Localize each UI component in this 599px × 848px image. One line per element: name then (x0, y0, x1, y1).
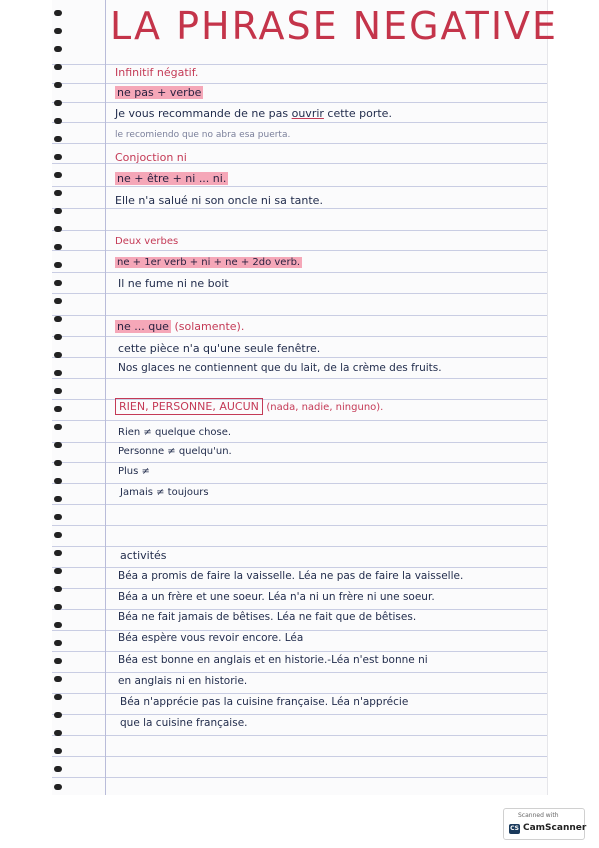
binding-hole (54, 424, 62, 430)
neque-line (115, 320, 244, 333)
binding-hole (54, 388, 62, 394)
infinitif-translation: le recomiendo que no abra esa puerta. (115, 130, 291, 140)
neque-example-1: cette pièce n'a qu'une seule fenêtre. (118, 342, 321, 355)
binding-hole (54, 568, 62, 574)
binding-hole (54, 118, 62, 124)
camscanner-stamp (503, 808, 585, 840)
conjonction-example: Elle n'a salué ni son oncle ni sa tante. (115, 194, 323, 207)
rule-line (52, 693, 547, 694)
conjonction-rule: ne + être + ni ... ni. (117, 172, 227, 185)
activite-line: Béa espère vous revoir encore. Léa (118, 632, 304, 644)
binding-hole (54, 442, 62, 448)
binding-hole (54, 226, 62, 232)
binding-hole (54, 658, 62, 664)
example-text: cette porte. (323, 107, 392, 120)
rule-line (52, 102, 547, 103)
margin-line (105, 0, 106, 795)
binding-hole (54, 460, 62, 466)
binding-hole (54, 640, 62, 646)
rule-line (52, 230, 547, 231)
rule-line (52, 186, 547, 187)
rule-line (52, 651, 547, 652)
rule-line (52, 483, 547, 484)
binding-hole (54, 172, 62, 178)
rien-heading-line (115, 400, 383, 413)
binding-hole (54, 298, 62, 304)
binding-hole (54, 622, 62, 628)
rule-line (52, 588, 547, 589)
rule-line (52, 122, 547, 123)
binding-hole (54, 10, 62, 16)
binding-hole (54, 694, 62, 700)
infinitif-rule-line (115, 86, 203, 99)
rule-line (52, 714, 547, 715)
rule-line (52, 630, 547, 631)
rule-line (52, 315, 547, 316)
rule-line (52, 756, 547, 757)
binding-hole (54, 316, 62, 322)
rule-line (52, 336, 547, 337)
binding-hole (54, 352, 62, 358)
deux-verbes-rule-line (115, 257, 302, 268)
binding-hole (54, 712, 62, 718)
binding-hole (54, 370, 62, 376)
neque-example-2: Nos glaces ne contiennent que du lait, de la crème des fruits. (118, 362, 442, 374)
binding-hole (54, 82, 62, 88)
binding-hole (54, 406, 62, 412)
binding-hole (54, 748, 62, 754)
rule-line (52, 420, 547, 421)
binding-hole (54, 586, 62, 592)
rien-box: RIEN, PERSONNE, AUCUN (115, 398, 263, 415)
rule-line (52, 546, 547, 547)
camscanner-logo-icon: CS (510, 825, 519, 832)
binding-hole (54, 676, 62, 682)
binding-hole (54, 100, 62, 106)
binding-hole (54, 784, 62, 790)
rule-line (52, 250, 547, 251)
binding-hole (54, 28, 62, 34)
scanned-with-label: Scanned with (518, 812, 559, 819)
binding-hole (54, 532, 62, 538)
deux-verbes-example: Il ne fume ni ne boit (118, 277, 229, 290)
binding-hole (54, 496, 62, 502)
rule-line (52, 609, 547, 610)
rule-line (52, 504, 547, 505)
rule-line (52, 83, 547, 84)
rien-line-1: Rien ≠ quelque chose. (118, 427, 232, 438)
rule-line (52, 357, 547, 358)
rule-line (52, 525, 547, 526)
activite-line: en anglais ni en historie. (118, 675, 248, 687)
activite-line: Béa ne fait jamais de bêtises. Léa ne fait que de bêtises. (118, 611, 417, 623)
deux-verbes-rule: ne + 1er verb + ni + ne + 2do verb. (117, 257, 301, 268)
neque-note: (solamente). (174, 320, 245, 333)
rule-line (52, 64, 547, 65)
conjonction-rule-line (115, 172, 228, 185)
deux-verbes-heading: Deux verbes (115, 236, 179, 247)
rule-line (52, 272, 547, 273)
neque-label: ne ... que (117, 320, 169, 333)
binding-hole (54, 136, 62, 142)
rien-line-2: Personne ≠ quelqu'un. (118, 446, 232, 457)
binding-hole (54, 280, 62, 286)
binding-hole (54, 514, 62, 520)
underlined-word: ouvrir (291, 107, 324, 120)
activite-line: Béa a promis de faire la vaisselle. Léa ne pas de faire la vaisselle. (118, 570, 464, 582)
binding-hole (54, 190, 62, 196)
binding-hole (54, 766, 62, 772)
camscanner-brand: CamScanner (523, 823, 587, 833)
rule-line (52, 672, 547, 673)
binding-hole (54, 46, 62, 52)
rule-line (52, 777, 547, 778)
binding-hole (54, 208, 62, 214)
rule-line (52, 143, 547, 144)
activite-line: Béa est bonne en anglais et en historie.-Léa n'est bonne ni (118, 654, 428, 666)
binding-holes (52, 0, 66, 795)
binding-hole (54, 334, 62, 340)
binding-hole (54, 478, 62, 484)
binding-hole (54, 64, 62, 70)
rule-line (52, 442, 547, 443)
activite-line: Béa a un frère et une soeur. Léa n'a ni un frère ni une soeur. (118, 591, 435, 603)
rien-note: (nada, nadie, ninguno). (266, 402, 384, 413)
activite-line: que la cuisine française. (120, 717, 248, 729)
infinitif-heading: Infinitif négatif. (115, 66, 199, 79)
activite-line: Béa n'apprécie pas la cuisine française. Léa n'apprécie (120, 696, 409, 708)
rule-line (52, 293, 547, 294)
infinitif-rule: ne pas + verbe (117, 86, 202, 99)
rien-line-4: Jamais ≠ toujours (120, 487, 209, 498)
rule-line (52, 208, 547, 209)
activites-heading: activités (120, 549, 167, 562)
conjonction-heading: Conjoction ni (115, 151, 187, 164)
rule-line (52, 378, 547, 379)
binding-hole (54, 604, 62, 610)
binding-hole (54, 154, 62, 160)
binding-hole (54, 262, 62, 268)
rule-line (52, 462, 547, 463)
rule-line (52, 567, 547, 568)
page-title: LA PHRASE NEGATIVE (110, 4, 559, 48)
binding-hole (54, 550, 62, 556)
infinitif-example (115, 107, 392, 120)
example-text: Je vous recommande de ne pas (115, 107, 292, 120)
binding-hole (54, 244, 62, 250)
binding-hole (54, 730, 62, 736)
rule-line (52, 735, 547, 736)
rien-line-3: Plus ≠ (118, 466, 150, 477)
